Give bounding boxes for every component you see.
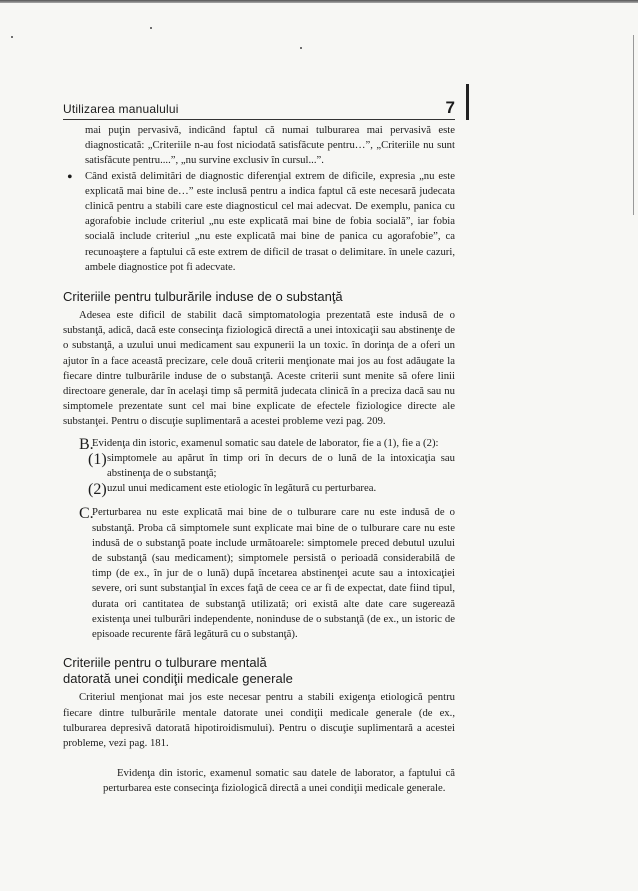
medical-criterion (63, 766, 455, 796)
section-heading-line: Criteriile pentru o tulburare mentală (63, 655, 267, 671)
intro-bullet (63, 169, 455, 275)
criterion-b-item (63, 481, 455, 499)
section-paragraph-medical: Criteriul menţionat mai jos este necesar pentru a stabili exigenţa etiologică pentru fiecare dintre tulburările mentale datorate unei condiţii medicale generale (de ex., tulburarea depresivă datorată hipotiroidismului). Pentru o discuţie suplimentară a acestei probleme, vezi pag. 181. (63, 691, 455, 749)
page-body (63, 123, 455, 797)
scan-speck (150, 27, 152, 29)
header-rule (63, 119, 455, 120)
section-heading-substance: Criteriile pentru tulburările induse de o substanţă (63, 289, 343, 305)
section-heading-medical (63, 655, 455, 687)
item-label: (1) (88, 450, 107, 468)
margin-bar (466, 84, 469, 120)
medical-criterion-text: Evidenţa din istoric, examenul somatic sau datele de laborator, a faptului că perturbarea este consecinţa fiziologică directă a unei condiţii medicale generale. (103, 767, 455, 795)
bullet-text: Când există delimitări de diagnostic diferenţial extrem de dificile, expresia „nu este explicată mai bine de…” este inclusă pentru a indica faptul că este necesară judecata clinică pentru a stabili care este diagnosticul cel mai adecvat. De exemplu, panica cu agorafobie include criteriul „nu este explicată mai bine de fobia socială”, iar fobia socială include criteriul „nu este explicată mai bine de panica cu agorafobie”, ca recunoaştere a faptului că este extrem de dificil de trasat o delimitare. în unele cazuri, ambele diagnostice pot fi adecvate. (85, 169, 455, 273)
criterion-b-item (63, 451, 455, 481)
section-paragraph-substance: Adesea este dificil de stabilit dacă simptomatologia prezentată este indusă de o substanţă, adică, dacă este consecinţa fiziologică directă a unei intoxicaţii sau abstinenţe de o substanţă, a uzului unui medicament sau expunerii la un toxic. în dorinţa de a oferi un ajutor în a face această precizare, cele două criterii menţionate mai jos au fost adăugate la fiecare dintre tulburările induse de o substanţă. Aceste criterii sunt menite să ofere linii directoare generale, dar în acelaşi timp să permită judecata clinică în a preciza dacă sau nu simptomele prezentate sunt cel mai bine explicate de efectele fiziologice directe ale substanţei. Pentru o discuţie suplimentară a acestei probleme vezi pag. 209. (63, 309, 455, 428)
item-text: uzul unui medicament este etiologic în legătură cu perturbarea. (107, 482, 377, 495)
scan-speck (11, 36, 13, 38)
bullet-symbol: • (67, 168, 73, 186)
criterion-text: Perturbarea nu este explicată mai bine de o tulburare care nu este indusă de o substanţă. Proba că simptomele sunt explicate mai bine de o tulburare care nu este indusă de o substanţă poate include următoarele: simptomele preced debutul uzului de substanţă (sau medicament); simptomele persistă o perioadă considerabilă de timp (de ex., în jur de o lună) după încetarea abstinenţei acute sau a intoxicaţiei severe, ori sunt substanţial în exces faţă de ceea ce ar fi de expectat, date fiind tipul, durata ori cantitatea de substanţă utilizată; ori există alte date care sugerează existenţa unei tulburări independente, noninduse de o substanţă (de ex., un istoric de episoade recurente fără legătură cu o substanţă). (92, 506, 455, 641)
item-label: (2) (88, 481, 107, 499)
page-number: 7 (445, 98, 455, 117)
scan-edge-top (0, 0, 638, 3)
criterion-label: B. (79, 435, 94, 453)
criterion-c (63, 505, 455, 642)
section-heading-line: datorată unei condiţii medicale generale (63, 671, 293, 687)
running-title: Utilizarea manualului (63, 102, 179, 116)
item-text: simptomele au apărut în timp ori în decurs de o lună de la intoxicaţia sau abstinenţa de o substanţă; (107, 451, 455, 480)
page-header (63, 98, 455, 118)
intro-continuation: mai puţin pervasivă, indicând faptul că numai tulburarea mai pervasivă este diagnosticată: „Criteriile n-au fost niciodată satisfăcute pentru…”, „Criteriile nu sunt satisfăcute pentru....”, „nu survine exclusiv în cursul...”. (85, 124, 455, 167)
criterion-label: C. (79, 505, 94, 523)
scan-speck (300, 47, 302, 49)
criterion-text: Evidenţa din istoric, examenul somatic sau datele de laborator, fie a (1), fie a (2): (92, 436, 439, 449)
scan-edge-right (633, 35, 634, 215)
criterion-b (63, 436, 455, 451)
